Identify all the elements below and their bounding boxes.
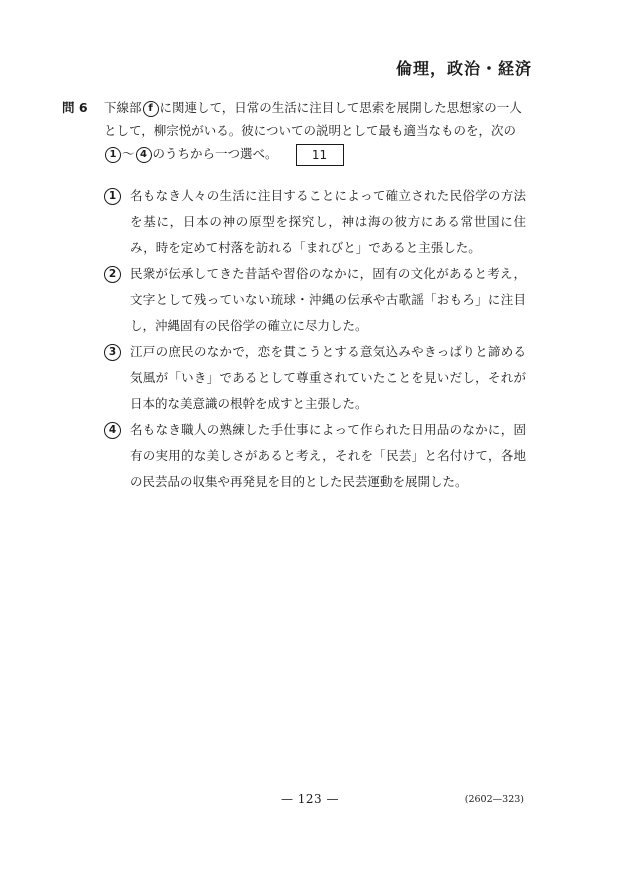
question-text-part-1: 下線部 <box>104 100 142 115</box>
choice-3[interactable] <box>104 339 526 417</box>
question-block <box>62 96 532 166</box>
choice-number: 1 <box>104 188 121 205</box>
range-start-mark: 1 <box>105 147 121 163</box>
section-header: 倫理，政治・経済 <box>395 59 532 78</box>
choice-text: 名もなき人々の生活に注目することによって確立された民俗学の方法を基に，日本の神の原型を探究し，神は海の彼方にある常世国に住み，時を定めて村落を訪れる「まれびと」であると主張した。 <box>130 188 526 255</box>
range-separator: ～ <box>122 146 135 161</box>
choice-list <box>104 183 526 495</box>
question-text-part-3: のうちから一つ選べ。 <box>152 146 278 161</box>
range-end-mark: 4 <box>136 147 152 163</box>
choice-number: 2 <box>104 266 121 283</box>
choice-text: 江戸の庶民のなかで，恋を貫こうとする意気込みやきっぱりと諦める気風が「いき」であるとして尊重されていたことを見いだし，それが日本的な美意識の根幹を成すと主張した。 <box>130 344 526 411</box>
choice-1[interactable] <box>104 183 526 261</box>
question-text <box>104 96 532 166</box>
choice-text: 民衆が伝承してきた昔話や習俗のなかに，固有の文化があると考え，文字として残っていない琉球・沖縄の伝承や古歌謡「おもろ」に注目し，沖縄固有の民俗学の確立に尽力した。 <box>130 266 526 333</box>
choice-text: 名もなき職人の熟練した手仕事によって作られた日用品のなかに，固有の実用的な美しさがあると考え，それを「民芸」と名付けて，各地の民芸品の収集や再発見を目的とした民芸運動を展開した。 <box>130 422 526 489</box>
answer-box[interactable]: 11 <box>296 144 344 166</box>
exam-code: (2602—323) <box>464 794 524 805</box>
choice-number: 4 <box>104 422 121 439</box>
choice-number: 3 <box>104 344 121 361</box>
question-text-part-2: に関連して，日常の生活に注目して思索を展開した思想家の一人として，柳宗悦がいる。彼についての説明として最も適当なものを，次の <box>104 100 522 138</box>
question-number: 問 6 <box>62 100 88 115</box>
underline-ref-mark: f <box>143 101 159 117</box>
choice-2[interactable] <box>104 261 526 339</box>
page-number: — 123 — <box>280 792 340 806</box>
choice-4[interactable] <box>104 417 526 495</box>
